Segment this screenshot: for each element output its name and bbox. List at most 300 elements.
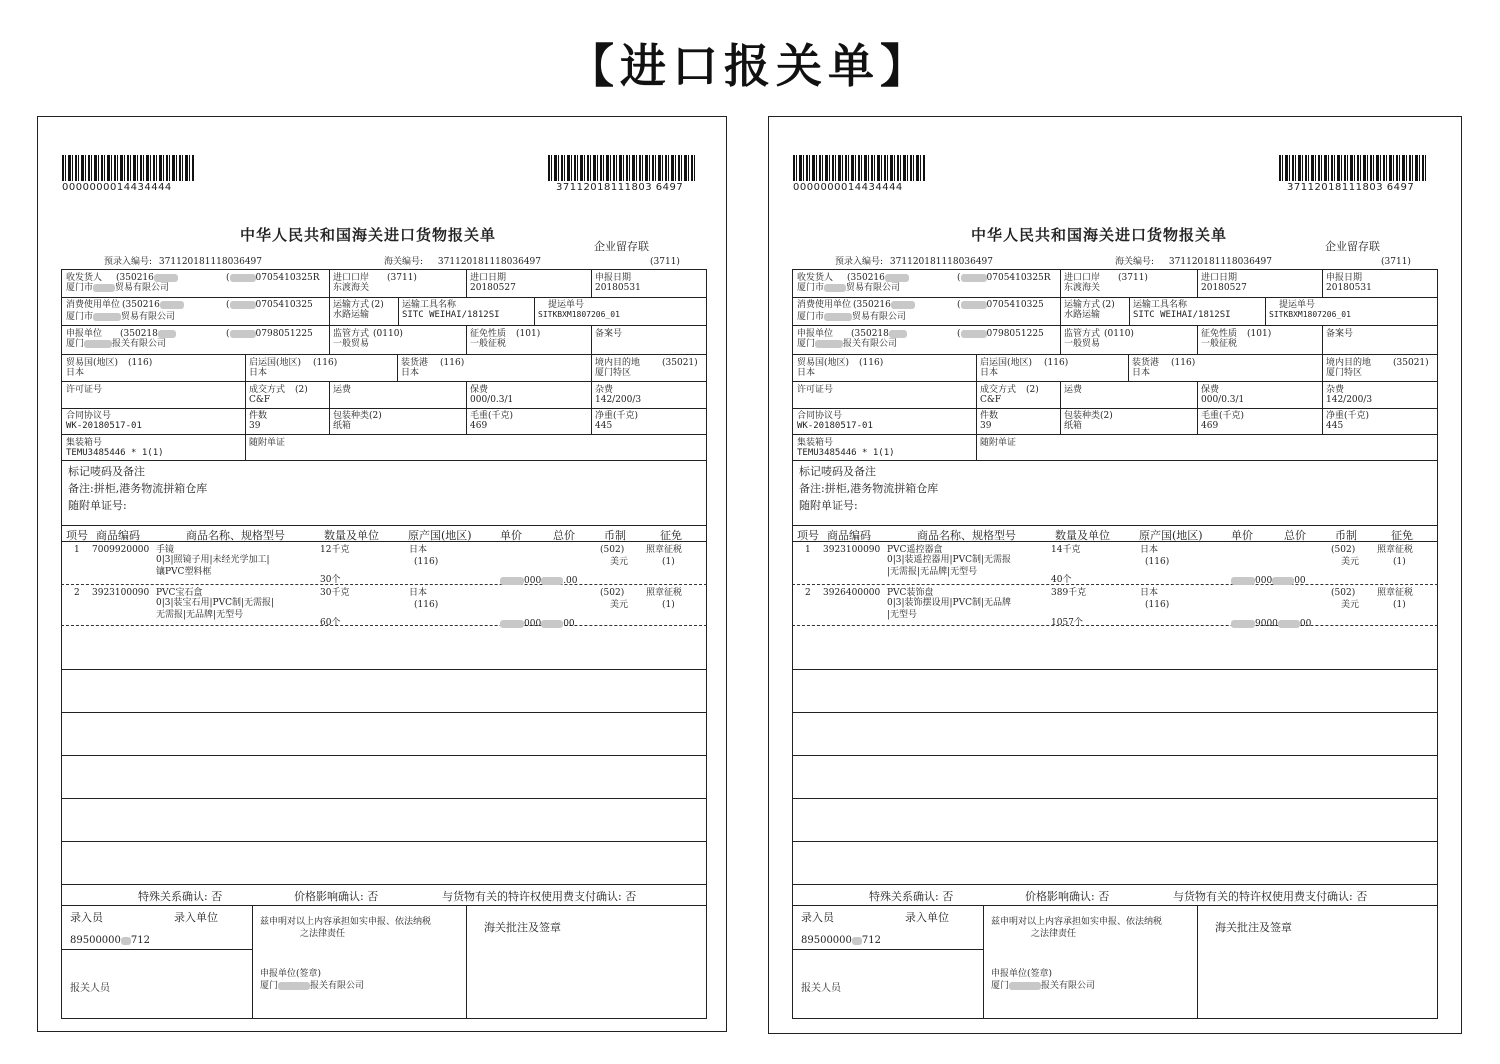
loading-port-label: 装货港 <box>1132 358 1160 368</box>
col-name: 商品名称、规格型号 <box>186 529 285 542</box>
deal-mode-code: (2) <box>295 385 308 395</box>
entry-clerk-no-suffix: 712 <box>861 935 881 946</box>
redacted-block <box>891 301 915 309</box>
bill-of-lading <box>538 300 620 320</box>
col-total: 总价 <box>1284 529 1306 542</box>
item-spec2: |无型号 <box>887 610 918 620</box>
filing-no <box>595 329 622 339</box>
deal-mode <box>980 385 1039 405</box>
item-price: 9000 <box>1255 619 1278 629</box>
item-code: 3923100090 <box>823 545 881 555</box>
entry-clerk-no: 89500000 <box>70 935 121 946</box>
col-code: 商品编码 <box>827 529 871 542</box>
entry-clerk-no: 89500000 <box>801 935 852 946</box>
license <box>797 385 833 395</box>
redacted-block <box>852 937 862 945</box>
customs-code: (3711) <box>1381 257 1411 267</box>
col-price: 单价 <box>1231 529 1253 542</box>
consignee-name-line <box>66 283 169 293</box>
transport-mode-value: 水路运输 <box>1064 310 1101 320</box>
attached-docs-label-line <box>249 438 285 448</box>
broker-label: 报关人员 <box>70 983 110 994</box>
transport-mode-label-line <box>333 300 384 310</box>
declarant-seal-label: 申报单位(签章) <box>260 969 322 979</box>
container <box>66 438 164 458</box>
package-value: 纸箱 <box>1064 421 1083 431</box>
misc-fee-label: 杂费 <box>595 385 614 395</box>
supervision-value: 一般贸易 <box>1064 339 1101 349</box>
origin-country-label-line <box>249 358 337 368</box>
item-qty2: 40个 <box>1051 575 1072 585</box>
insurance-label-line <box>1201 385 1244 395</box>
redacted-block <box>889 330 907 338</box>
contract <box>797 411 873 431</box>
item-price: 000 <box>524 576 542 586</box>
consignee-credit: 0705410325R <box>255 273 320 283</box>
redacted-block <box>154 274 178 282</box>
consignee-code: (350216 <box>116 273 154 283</box>
redacted-block <box>158 330 176 338</box>
entry-clerk-line <box>801 935 881 946</box>
consignee-label: 收发货人 <box>797 273 834 283</box>
filing-no-label: 备案号 <box>595 329 623 339</box>
declarant-seal-label: 申报单位(签章) <box>991 969 1053 979</box>
supervision-code: (0110) <box>1104 329 1134 339</box>
item-origin: 日本 <box>409 588 428 598</box>
customs-approval: 海关批注及签章 <box>1215 921 1292 934</box>
attached-docs <box>980 438 1016 448</box>
supervision-value: 一般贸易 <box>333 339 370 349</box>
vessel-value: SITC WEIHAI/1812SI <box>402 310 500 320</box>
consumer-label: 消费使用单位 <box>66 300 121 310</box>
contract <box>66 411 142 431</box>
destination-label-line <box>1326 358 1429 368</box>
declarant-label-line <box>66 329 176 339</box>
declare-date-value: 20180531 <box>595 283 641 293</box>
container-label-line <box>797 438 895 448</box>
net-weight <box>1326 411 1369 431</box>
consumer-label: 消费使用单位 <box>797 300 852 310</box>
declarant-name-prefix: 厦门 <box>66 339 85 349</box>
misc-fee <box>1326 385 1372 405</box>
consumer-name-suffix: 贸易有限公司 <box>852 312 907 322</box>
barcode-left-number: 0000000014434444 <box>793 182 903 193</box>
destination-value: 厦门特区 <box>1326 368 1363 378</box>
copy-label: 企业留存联 <box>1325 240 1380 253</box>
item-currency-code: (502) <box>600 545 625 555</box>
item-price-line <box>1231 619 1311 629</box>
item-origin-code: (116) <box>414 600 439 610</box>
item-no: 2 <box>805 588 811 598</box>
barcode-left-number: 0000000014434444 <box>62 182 172 193</box>
destination <box>595 358 698 378</box>
declare-date <box>1326 273 1372 293</box>
import-port <box>1064 273 1148 293</box>
consignee-label: 收发货人 <box>66 273 103 283</box>
declarant-label-line <box>797 329 907 339</box>
item-no: 2 <box>74 588 80 598</box>
declaration-form-right <box>768 116 1462 1034</box>
consumer-credit-line <box>226 300 313 310</box>
deal-mode-value: C&F <box>249 395 271 405</box>
gross-weight-value: 469 <box>470 421 488 431</box>
barcode-bars-icon <box>62 155 194 181</box>
vessel-value: SITC WEIHAI/1812SI <box>1133 310 1231 320</box>
paren-open: ( <box>957 273 961 283</box>
import-port-code: (3711) <box>387 273 417 283</box>
declarant-credit: 0798051225 <box>986 329 1044 339</box>
container-label: 集装箱号 <box>66 438 103 448</box>
insurance <box>1201 385 1244 405</box>
redacted-block <box>815 340 843 348</box>
destination-label: 境内目的地 <box>595 358 641 368</box>
item-currency: 美元 <box>1341 600 1360 610</box>
royalty-confirm: 与货物有关的特许权使用费支付确认: 否 <box>442 890 637 903</box>
declarant-code: (350218 <box>851 329 889 339</box>
import-date <box>470 273 516 293</box>
consignee <box>797 273 909 283</box>
deal-mode-code: (2) <box>1026 385 1039 395</box>
entry-unit-label: 录入单位 <box>905 911 949 924</box>
marks-label: 标记唛码及备注 <box>68 465 145 478</box>
contract-label: 合同协议号 <box>797 411 843 421</box>
barcode-right-number: 37112018111803 6497 <box>1287 182 1415 193</box>
tax-nature-label: 征免性质 <box>1201 329 1238 339</box>
bill-of-lading-value: SITKBXM1807206_01 <box>1269 310 1351 319</box>
customs-no-label: 海关编号: <box>1115 257 1155 267</box>
import-date-label: 进口日期 <box>470 273 507 283</box>
misc-fee <box>595 385 641 405</box>
bill-of-lading <box>1269 300 1351 320</box>
item-spec1: 0|3|装饰摆设用|PVC制|无品牌 <box>887 598 1012 608</box>
freight-label-line <box>1064 385 1082 395</box>
origin-country <box>249 358 337 378</box>
item-currency: 美元 <box>610 600 629 610</box>
declarant <box>66 329 176 339</box>
transport-mode-code: (2) <box>371 300 384 310</box>
tax-nature <box>1201 329 1271 349</box>
page-title: 【进口报关单】 <box>568 39 932 93</box>
loading-port-code: (116) <box>1171 358 1196 368</box>
item-tax-code: (1) <box>1393 557 1406 567</box>
origin-country-value: 日本 <box>249 368 268 378</box>
item-origin-code: (116) <box>1145 557 1170 567</box>
item-price: 000 <box>524 619 542 629</box>
transport-mode-label: 运输方式 <box>333 300 370 310</box>
insurance-label: 保费 <box>1201 385 1220 395</box>
net-weight-label-line <box>595 411 638 421</box>
gross-weight-label: 毛重(千克) <box>1201 411 1245 421</box>
item-no: 1 <box>74 545 80 555</box>
item-price-line <box>500 576 578 586</box>
remarks: 备注:拼柜,港务物流拼箱仓库 <box>799 482 939 495</box>
paren-open: ( <box>226 300 230 310</box>
declare-date-label-line <box>595 273 641 283</box>
deal-mode-label-line <box>249 385 308 395</box>
redacted-block <box>160 301 184 309</box>
bill-of-lading-label: 提运单号 <box>1279 300 1316 310</box>
trade-country-label: 贸易国(地区) <box>66 358 119 368</box>
customs-approval: 海关批注及签章 <box>484 921 561 934</box>
redacted-block <box>278 982 310 990</box>
origin-country-label: 启运国(地区) <box>980 358 1033 368</box>
consignee <box>66 273 178 283</box>
trade-country-code: (116) <box>859 358 884 368</box>
origin-country-label-line <box>980 358 1068 368</box>
package-label: 包装种类(2) <box>333 411 382 421</box>
loading-port-label: 装货港 <box>401 358 429 368</box>
declare-date-value: 20180531 <box>1326 283 1372 293</box>
gross-weight-label: 毛重(千克) <box>470 411 514 421</box>
statement: 兹申明对以上内容承担如实申报、依法纳税 <box>260 917 432 927</box>
import-date-label: 进口日期 <box>1201 273 1238 283</box>
item-origin: 日本 <box>1140 545 1159 555</box>
insurance-label-line <box>470 385 513 395</box>
paren-open: ( <box>226 273 230 283</box>
package <box>1064 411 1113 431</box>
gross-weight <box>470 411 513 431</box>
item-name: PVC宝石盒 <box>156 588 203 598</box>
gross-weight-label-line <box>470 411 513 421</box>
license-label-line <box>797 385 833 395</box>
royalty-confirm: 与货物有关的特许权使用费支付确认: 否 <box>1173 890 1368 903</box>
consignee-credit-line <box>226 273 320 283</box>
license-label: 许可证号 <box>66 385 103 395</box>
consignee-name-line <box>797 283 900 293</box>
item-name: 手镜 <box>156 545 175 555</box>
tax-nature-label-line <box>1201 329 1271 339</box>
import-port-label-line <box>333 273 417 283</box>
declarant-name-line <box>797 339 897 349</box>
col-total: 总价 <box>553 529 575 542</box>
special-relation: 特殊关系确认: 否 <box>138 890 223 903</box>
item-price-line <box>500 619 575 629</box>
declarant-credit-line <box>226 329 313 339</box>
import-date-label-line <box>470 273 516 283</box>
col-code: 商品编码 <box>96 529 140 542</box>
import-port-value: 东渡海关 <box>333 283 370 293</box>
pieces-label-line <box>249 411 267 421</box>
tax-nature-label: 征免性质 <box>470 329 507 339</box>
col-currency: 币制 <box>1335 529 1357 542</box>
declarant-name-suffix: 报关有限公司 <box>112 339 167 349</box>
item-name: PVC装饰盘 <box>887 588 934 598</box>
form-title: 中华人民共和国海关进口货物报关单 <box>240 226 497 244</box>
loading-port-code: (116) <box>440 358 465 368</box>
declaration-form-left <box>37 116 727 1032</box>
item-spec2: |无需报|无品牌|无型号 <box>887 567 978 577</box>
trade-country-label-line <box>797 358 883 368</box>
item-spec2: 镶PVC塑料框 <box>156 567 212 577</box>
trade-country <box>797 358 883 378</box>
consumer-name-prefix: 厦门市 <box>66 312 94 322</box>
trade-country-label: 贸易国(地区) <box>797 358 850 368</box>
col-currency: 币制 <box>604 529 626 542</box>
redacted-block <box>84 340 112 348</box>
item-tax: 照章征税 <box>646 545 683 555</box>
redacted-block <box>824 313 852 321</box>
entry-unit-label: 录入单位 <box>174 911 218 924</box>
redacted-block <box>1272 577 1294 585</box>
barcode-bars-icon <box>1279 155 1427 181</box>
item-no: 1 <box>805 545 811 555</box>
item-origin-code: (116) <box>414 557 439 567</box>
declarant-credit-line <box>957 329 1044 339</box>
origin-country-code: (116) <box>1044 358 1069 368</box>
import-date-value: 20180527 <box>1201 283 1247 293</box>
col-origin: 原产国(地区) <box>1139 529 1203 542</box>
freight-label: 运费 <box>333 385 352 395</box>
pre-entry-row <box>835 257 993 267</box>
vessel-label: 运输工具名称 <box>1133 300 1188 310</box>
paren-open: ( <box>957 329 961 339</box>
transport-mode-label-line <box>1064 300 1115 310</box>
col-origin: 原产国(地区) <box>408 529 472 542</box>
consignee-name-suffix: 贸易有限公司 <box>846 283 901 293</box>
consumer-name-prefix: 厦门市 <box>797 312 825 322</box>
item-code: 7009920000 <box>92 545 150 555</box>
pieces <box>980 411 998 431</box>
item-tax-code: (1) <box>662 557 675 567</box>
statement: 兹申明对以上内容承担如实申报、依法纳税 <box>991 917 1163 927</box>
contract-label: 合同协议号 <box>66 411 112 421</box>
declarant-seal-prefix: 厦门 <box>991 981 1010 991</box>
misc-fee-value: 142/200/3 <box>595 395 642 405</box>
supervision-label-line <box>1064 329 1134 339</box>
package-label-line <box>1064 411 1113 421</box>
consumer-label-line <box>66 300 184 310</box>
redacted-block <box>93 313 121 321</box>
origin-country-label: 启运国(地区) <box>249 358 302 368</box>
vessel <box>1133 300 1231 320</box>
item-origin: 日本 <box>409 545 428 555</box>
copy-label: 企业留存联 <box>594 240 649 253</box>
origin-country-value: 日本 <box>980 368 999 378</box>
consumer-label-line <box>797 300 915 310</box>
customs-no: 371120181118036497 <box>1168 257 1272 267</box>
col-tax: 征免 <box>660 529 682 542</box>
item-name: PVC遥控器盒 <box>887 545 943 555</box>
redacted-block <box>230 330 256 338</box>
trade-country-value: 日本 <box>797 368 816 378</box>
gross-weight <box>1201 411 1244 431</box>
pre-entry-row <box>104 257 262 267</box>
deal-mode-label-line <box>980 385 1039 395</box>
declare-date-label: 申报日期 <box>595 273 632 283</box>
declarant-credit: 0798051225 <box>255 329 313 339</box>
attached-no-label: 随附单证号: <box>799 499 858 512</box>
price-influence: 价格影响确认: 否 <box>294 890 379 903</box>
transport-mode-label: 运输方式 <box>1064 300 1101 310</box>
license-label: 许可证号 <box>797 385 834 395</box>
item-origin-code: (116) <box>1145 600 1170 610</box>
item-currency: 美元 <box>610 557 629 567</box>
consignee-credit: 0705410325R <box>986 273 1051 283</box>
net-weight-label: 净重(千克) <box>595 411 639 421</box>
deal-mode-value: C&F <box>980 395 1002 405</box>
loading-port-label-line <box>1132 358 1195 368</box>
loading-port <box>1132 358 1195 378</box>
contract-label-line <box>797 411 873 421</box>
paren-open: ( <box>957 300 961 310</box>
declarant-name-suffix: 报关有限公司 <box>843 339 898 349</box>
statement-2: 之法律责任 <box>300 929 346 939</box>
item-tax-code: (1) <box>1393 600 1406 610</box>
declarant-seal-suffix: 报关有限公司 <box>1041 981 1096 991</box>
declarant-code: (350218 <box>120 329 158 339</box>
entry-clerk-line <box>70 935 150 946</box>
destination-label: 境内目的地 <box>1326 358 1372 368</box>
pre-entry-no: 371120181118036497 <box>158 257 262 267</box>
redacted-block <box>541 577 563 585</box>
declarant-label: 申报单位 <box>66 329 103 339</box>
import-port-code: (3711) <box>1118 273 1148 283</box>
pieces-value: 39 <box>249 421 261 431</box>
freight <box>1064 385 1082 395</box>
customs-code: (3711) <box>650 257 680 267</box>
paren-open: ( <box>226 329 230 339</box>
entry-clerk-no-suffix: 712 <box>130 935 150 946</box>
item-qty2: 1057个 <box>1051 618 1083 628</box>
item-tax-code: (1) <box>662 600 675 610</box>
import-port-label: 进口口岸 <box>1064 273 1101 283</box>
col-item: 项号 <box>797 529 819 542</box>
item-currency-code: (502) <box>1331 545 1356 555</box>
filing-no-label-line <box>595 329 622 339</box>
redacted-block <box>961 301 987 309</box>
license <box>66 385 102 395</box>
misc-fee-label: 杂费 <box>1326 385 1345 395</box>
item-qty1: 14千克 <box>1051 545 1081 555</box>
item-total: 00 <box>1299 619 1312 629</box>
deal-mode-label: 成交方式 <box>249 385 286 395</box>
pieces-value: 39 <box>980 421 992 431</box>
gross-weight-value: 469 <box>1201 421 1219 431</box>
redacted-block <box>500 620 524 628</box>
import-port-value: 东渡海关 <box>1064 283 1101 293</box>
tax-nature-code: (101) <box>516 329 541 339</box>
declarant-seal-line <box>260 981 364 991</box>
redacted-block <box>961 330 987 338</box>
item-total: 00 <box>1294 576 1306 586</box>
col-qty: 数量及单位 <box>324 529 379 542</box>
entry-clerk-label: 录入员 <box>801 911 834 924</box>
filing-no-label: 备案号 <box>1326 329 1354 339</box>
tax-nature-code: (101) <box>1247 329 1272 339</box>
bill-of-lading-label: 提运单号 <box>548 300 585 310</box>
customs-no-row <box>1115 257 1272 267</box>
transport-mode <box>1064 300 1115 320</box>
loading-port <box>401 358 464 378</box>
item-spec2: 无需报|无品牌|无型号 <box>156 610 244 620</box>
supervision-label: 监管方式 <box>1064 329 1101 339</box>
import-port-label: 进口口岸 <box>333 273 370 283</box>
consumer-code: (350216 <box>122 300 160 310</box>
license-label-line <box>66 385 102 395</box>
redacted-block <box>1278 620 1300 628</box>
barcode-left <box>62 155 194 193</box>
pre-entry-label: 预录入编号: <box>835 257 884 267</box>
broker-label: 报关人员 <box>801 983 841 994</box>
item-spec1: 0|3|装宝石用|PVC制|无需报| <box>156 598 275 608</box>
pieces-label-line <box>980 411 998 421</box>
item-total: .00 <box>563 576 578 586</box>
destination-label-line <box>595 358 698 368</box>
redacted-block <box>961 274 987 282</box>
barcode-bars-icon <box>548 155 696 181</box>
pieces <box>249 411 267 431</box>
item-currency: 美元 <box>1341 557 1360 567</box>
